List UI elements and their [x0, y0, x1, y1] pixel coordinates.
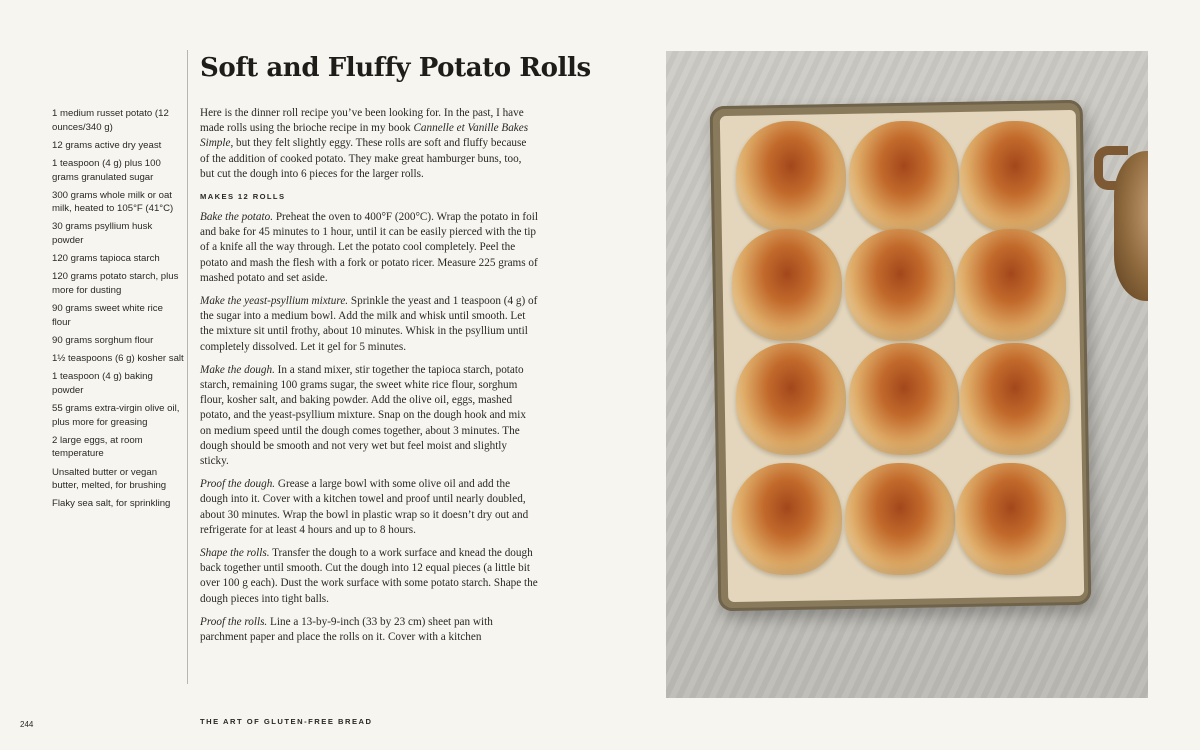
ingredient-item: 12 grams active dry yeast: [52, 139, 162, 151]
ingredient-item: Flaky sea salt, for sprinkling: [52, 498, 171, 510]
dinner-roll: [736, 121, 846, 233]
step-text: Sprinkle the yeast and 1 teaspoon (4 g) of the sugar into a medium bowl. Add the milk and whisk until smooth. Let the mixture sit until frothy, about 10 minutes. Whisk in the psyllium until completely dissolved. Let it gel for 5 minutes.: [200, 295, 538, 353]
step-text: Line a 13-by-9-inch (33 by 23 cm) sheet pan with parchment paper and place the rolls on it. Cover with a kitchen: [200, 615, 493, 644]
step-heading: Make the yeast-psyllium mixture.: [200, 295, 349, 308]
dinner-roll: [960, 121, 1070, 233]
step-heading: Bake the potato.: [200, 211, 274, 224]
ingredient-item: 2 large eggs, at room temperature: [52, 434, 143, 460]
dinner-roll: [956, 229, 1066, 341]
recipe-title: Soft and Fluffy Potato Rolls: [200, 53, 591, 83]
intro-paragraph: [200, 106, 538, 182]
ingredient-item: 300 grams whole milk or oat milk, heated to 105°F (41°C): [52, 189, 174, 215]
ingredient-item: 1 teaspoon (4 g) baking powder: [52, 371, 153, 396]
step-paragraph: [200, 363, 538, 469]
step-heading: Proof the dough.: [200, 478, 276, 491]
ingredient-list: [52, 107, 184, 515]
ingredient-item: 1½ teaspoons (6 g) kosher salt: [52, 353, 184, 365]
step-paragraph: [200, 615, 538, 645]
step-text: Preheat the oven to 400°F (200°C). Wrap the potato in foil and bake for 45 minutes to 1 hour, until it can be easily pierced with the tip of a knife all the way through. Let the potato cool completely. Peel the potato and mash the flesh with a fork or potato ricer. Measure 225 grams of mashed potato and set aside.: [200, 211, 538, 284]
step-heading: Shape the rolls.: [200, 547, 270, 560]
ingredient-item: Unsalted butter or vegan butter, melted, for brushing: [52, 466, 167, 492]
step-text: In a stand mixer, stir together the tapioca starch, potato starch, remaining 100 grams sugar, the sweet white rice flour, sorghum flour, kosher salt, and baking powder. Add the olive oil, eggs, mashed potato, and the yeast-psyllium mixture. Snap on the dough hook and mix on medium speed until the dough comes together, about 3 minutes. The dough should be smooth and not very wet but feel moist and slightly sticky.: [200, 363, 526, 468]
step-text: Transfer the dough to a work surface and knead the dough back together until smooth. Cut the dough into 12 equal pieces (a little bit over 100 g each). Dust the work surface with some potato starch. Shape the dough pieces into tight balls.: [200, 547, 538, 605]
dinner-roll: [732, 229, 842, 341]
step-heading: Make the dough.: [200, 363, 275, 376]
ingredient-item: 90 grams sorghum flour: [52, 334, 154, 346]
step-paragraph: [200, 477, 538, 538]
dinner-roll: [849, 343, 959, 455]
page-number: 244: [20, 720, 34, 729]
ceramic-mug: [1114, 151, 1148, 301]
rolls-photo: [666, 51, 1148, 698]
dinner-roll: [960, 343, 1070, 455]
ingredient-item: 120 grams potato starch, plus more for dusting: [52, 271, 179, 297]
ingredient-item: 90 grams sweet white rice flour: [52, 303, 163, 328]
ingredient-item: 30 grams psyllium husk powder: [52, 221, 153, 247]
intro-text: Here is the dinner roll recipe you’ve been looking for. In the past, I have made rolls using the brioche recipe in my book: [200, 107, 524, 135]
intro-text: , but they felt slightly eggy. These rolls are soft and fluffy because of the addition of cooked potato. They make great hamburger buns, too, but cut the dough into 6 pieces for the larger rolls.: [200, 137, 527, 180]
step-paragraph: [200, 294, 538, 355]
recipe-body: [200, 106, 538, 653]
book-title: Cannelle et Vanille Bakes Simple: [200, 122, 529, 150]
step-text: Grease a large bowl with some olive oil and add the dough into it. Cover with a kitchen towel and proof until nearly doubled, about 30 minutes. Wrap the bowl in plastic wrap so it doesn’t dry out and refrigerate for at least 4 hours and up to 8 hours.: [200, 478, 529, 536]
step-heading: Proof the rolls.: [200, 615, 268, 628]
yield-label: MAKES 12 ROLLS: [200, 192, 286, 202]
dinner-roll: [956, 463, 1066, 575]
running-footer: THE ART OF GLUTEN-FREE BREAD: [200, 717, 373, 726]
dinner-roll: [845, 463, 955, 575]
dinner-roll: [849, 121, 959, 233]
step-paragraph: [200, 210, 538, 286]
ingredient-item: 55 grams extra-virgin olive oil, plus more for greasing: [52, 402, 180, 428]
dinner-roll: [732, 463, 842, 575]
step-paragraph: [200, 546, 538, 607]
column-divider: [187, 50, 188, 684]
ingredient-item: 120 grams tapioca starch: [52, 253, 160, 265]
ingredient-item: 1 medium russet potato (12 ounces/340 g): [52, 108, 169, 133]
ingredient-item: 1 teaspoon (4 g) plus 100 grams granulated sugar: [52, 157, 161, 183]
dinner-roll: [736, 343, 846, 455]
dinner-roll: [845, 229, 955, 341]
